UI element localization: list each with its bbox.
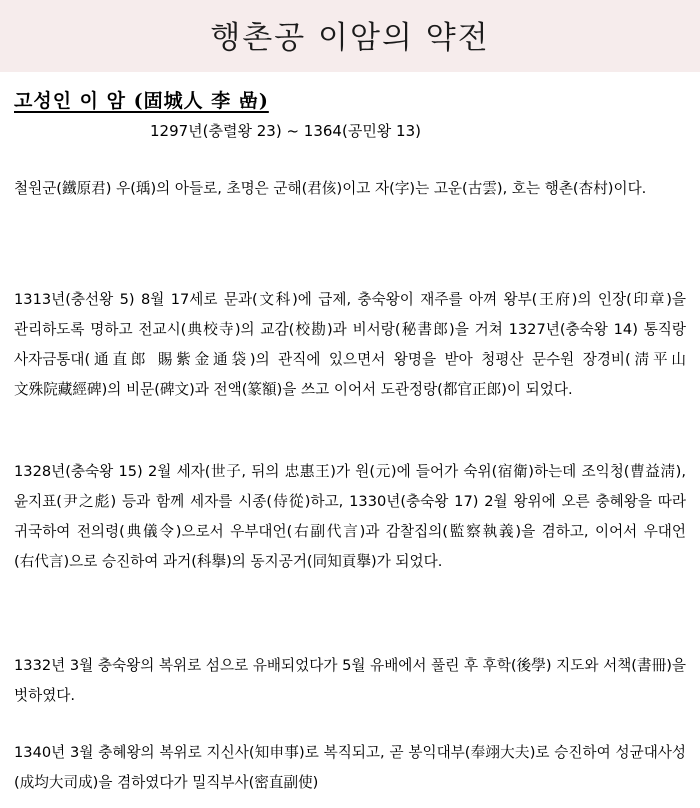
paragraph-3: 1328년(충숙왕 15) 2월 세자(世子, 뒤의 忠惠王)가 원(元)에 들어가 숙위(宿衛)하는데 조익청(曹益淸), 윤지표(尹之彪) 등과 함께 세자를 시종(侍從)하고, 1330년(충숙왕 17) 2월 왕위에 오른 충혜왕을 따라 귀국하여 전의령(典儀令)으로서 우부대언(右副代言)과 감찰집의(監察執義)을 겸하고, 이어서 우대언(右代言)으로 승진하여 과거(科擧)의 동지공거(同知貢擧)가 되었다. <box>14 463 686 570</box>
paragraph-4: 1332년 3월 충숙왕의 복위로 섬으로 유배되었다가 5월 유배에서 풀린 후 후학(後學) 지도와 서책(書冊)을 벗하였다. <box>14 657 686 704</box>
person-heading: 고성인 이 암 (固城人 李 嵒) <box>14 90 269 112</box>
paragraph-5: 1340년 3월 충혜왕의 복위로 지신사(知申事)로 복직되고, 곧 봉익대부(奉翊大夫)로 승진하여 성균대사성(成均大司成)을 겸하였다가 밀직부사(密直副使) <box>14 744 686 791</box>
paragraph-2: 1313년(충선왕 5) 8월 17세로 문과(文科)에 급제, 충숙왕이 재주를 아껴 왕부(王府)의 인장(印章)을 관리하도록 명하고 전교시(典校寺)의 교감(校勘)과 비서랑(秘書郎)을 거쳐 1327년(충숙왕 14) 통직랑 사자금통대(通直郎 賜紫金通袋)의 관직에 있으면서 왕명을 받아 청평산 문수원 장경비(淸平山 文殊院藏經碑)의 비문(碑文)과 전액(篆額)을 쓰고 이어서 도관정랑(都官正郎)이 되었다. <box>14 291 686 398</box>
paragraph-1: 철원군(鐵原君) 우(瑀)의 아들로, 초명은 군해(君侅)이고 자(字)는 고운(古雲), 호는 행촌(杏村)이다. <box>14 180 647 197</box>
title-banner <box>0 0 700 72</box>
life-dates: 1297년(충렬왕 23) ~ 1364(공민왕 13) <box>150 122 422 140</box>
page-title: 행촌공 이암의 약전 <box>210 20 490 56</box>
